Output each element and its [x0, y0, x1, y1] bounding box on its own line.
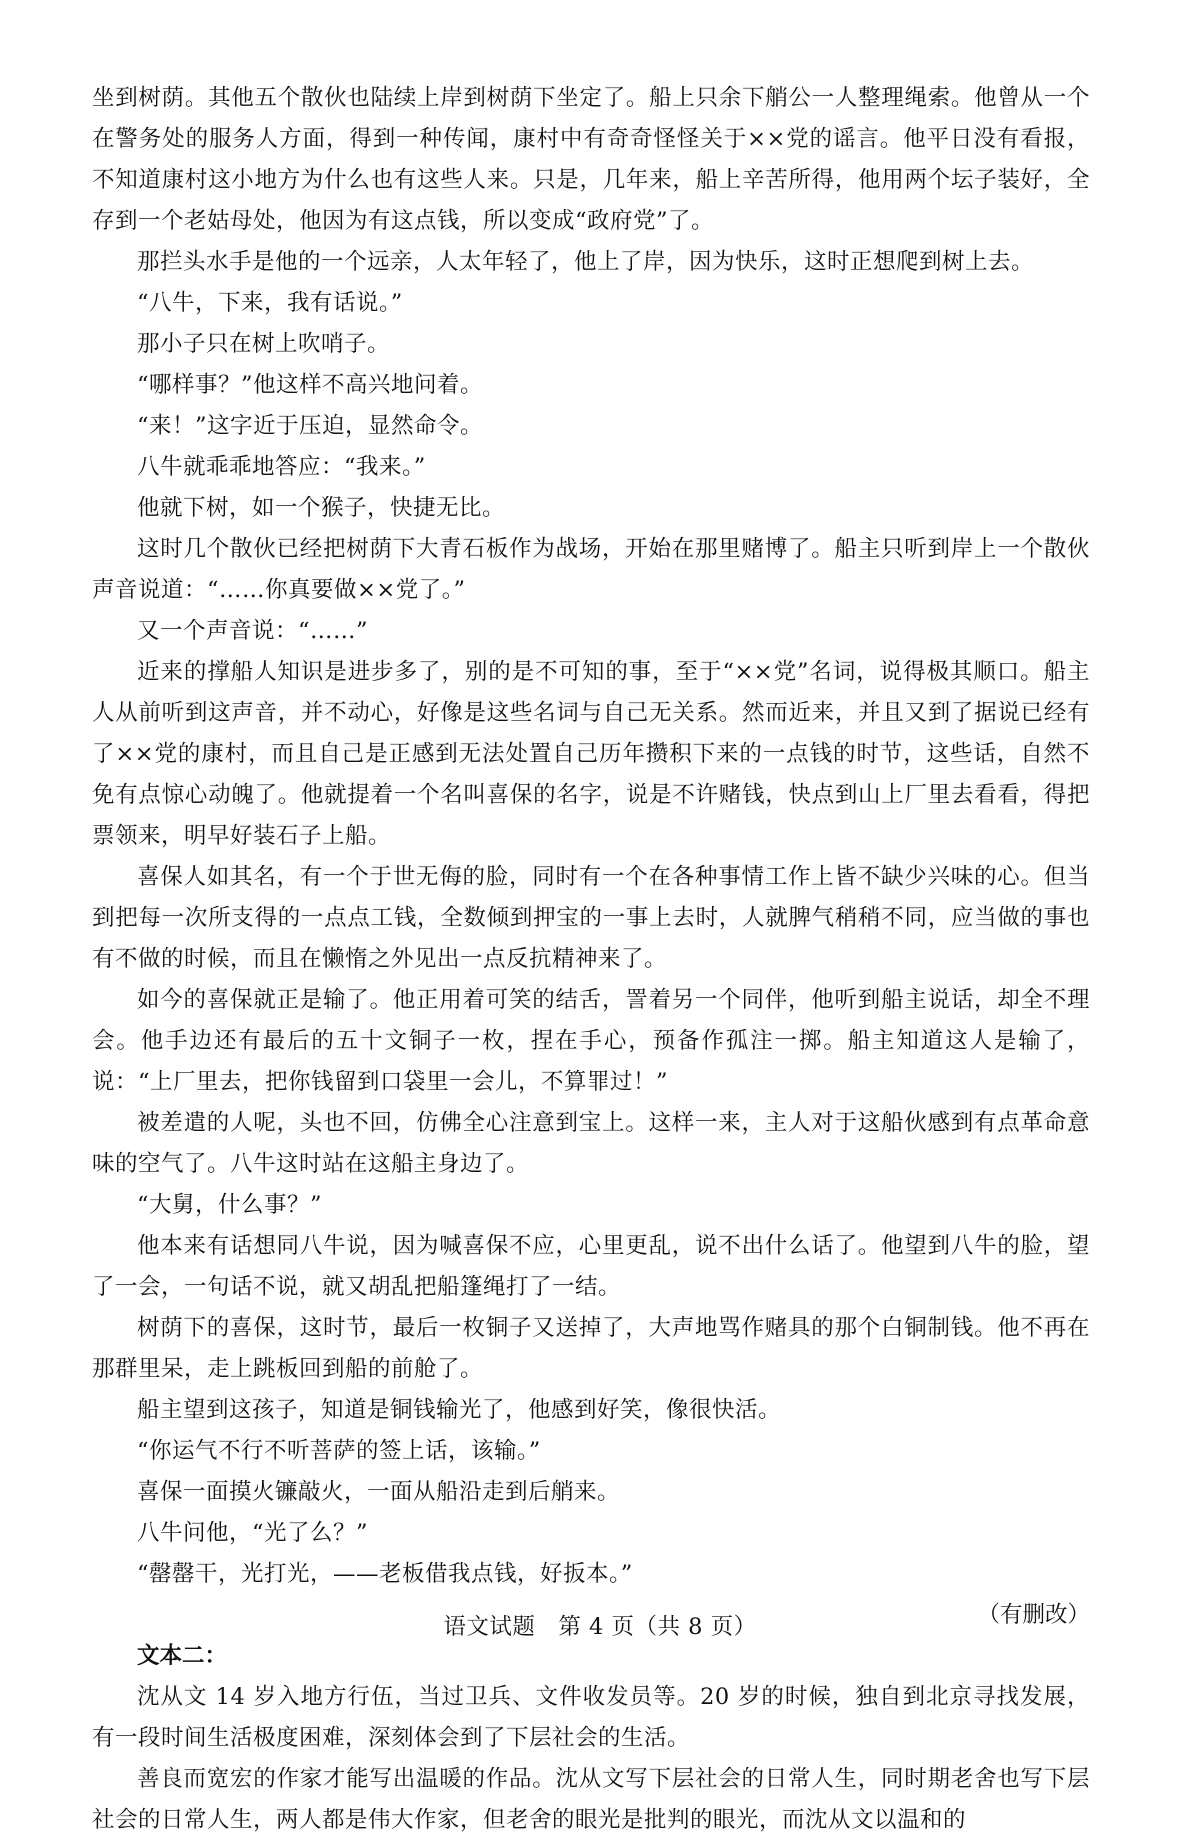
paragraph: “哪样事？”他这样不高兴地问着。: [137, 372, 484, 398]
paragraph: 坐到树荫。其他五个散伙也陆续上岸到树荫下坐定了。船上只余下艄公一人整理绳索。他曾从一个在警务处的服务人方面，得到一种传闻，康村中有奇奇怪怪关于××党的谣言。他平日没有看报，不知道康村这小地方为什么也有这些人来。只是，几年来，船上辛苦所得，他用两个坛子装好，全存到一个老姑母处，他因为有这点钱，所以变成“政府党”了。: [92, 85, 1090, 234]
paragraph: 沈从文 14 岁入地方行伍，当过卫兵、文件收发员等。20 岁的时候，独自到北京寻找发展，有一段时间生活极度困难，深刻体会到了下层社会的生活。: [92, 1684, 1090, 1751]
paragraph: 如今的喜保就正是输了。他正用着可笑的结舌，詈着另一个同伴，他听到船主说话，却全不理会。他手边还有最后的五十文铜子一枚，捏在手心，预备作孤注一掷。船主知道这人是输了，说：“上厂里去，把你钱留到口袋里一会儿，不算罪过！”: [92, 987, 1090, 1095]
paragraph: 善良而宽宏的作家才能写出温暖的作品。沈从文写下层社会的日常人生，同时期老舍也写下层社会的日常人生，两人都是伟大作家，但老舍的眼光是批判的眼光，而沈从文以温和的: [92, 1766, 1090, 1833]
paragraph: 那拦头水手是他的一个远亲，人太年轻了，他上了岸，因为快乐，这时正想爬到树上去。: [137, 249, 1035, 275]
paragraph: 近来的撑船人知识是进步多了，别的是不可知的事，至于“××党”名词，说得极其顺口。船主人从前听到这声音，并不动心，好像是这些名词与自己无关系。然而近来，并且又到了据说已经有了××党的康村，而且自己是正感到无法处置自己历年攒积下来的一点钱的时节，这些话，自然不免有点惊心动魄了。他就提着一个名叫喜保的名字，说是不许赌钱，快点到山上厂里去看看，得把票领来，明早好装石子上船。: [92, 659, 1090, 849]
paragraph: 八牛就乖乖地答应：“我来。”: [137, 454, 426, 480]
revision-note: （有删改）: [977, 1602, 1090, 1628]
paragraph: 这时几个散伙已经把树荫下大青石板作为战场，开始在那里赌博了。船主只听到岸上一个散伙声音说道：“……你真要做××党了。”: [92, 536, 1090, 603]
paragraph: “你运气不行不听菩萨的签上话，该输。”: [137, 1438, 541, 1464]
paragraph: 又一个声音说：“……”: [137, 618, 369, 644]
paragraph: “大舅，什么事？”: [137, 1192, 323, 1218]
paragraph: “罄罄干，光打光，——老板借我点钱，好扳本。”: [137, 1561, 633, 1587]
text-one-body: [92, 78, 1090, 1636]
paragraph: 他本来有话想同八牛说，因为喊喜保不应，心里更乱，说不出什么话了。他望到八牛的脸，望了一会，一句话不说，就又胡乱把船篷绳打了一结。: [92, 1233, 1090, 1300]
paragraph: 八牛问他，“光了么？”: [137, 1520, 369, 1546]
paragraph: 他就下树，如一个猴子，快捷无比。: [137, 495, 506, 521]
paragraph: 那小子只在树上吹哨子。: [137, 331, 391, 357]
paragraph: 船主望到这孩子，知道是铜钱输光了，他感到好笑，像很快活。: [137, 1397, 782, 1423]
section-heading: 文本二：: [137, 1643, 228, 1669]
text-two-body: [92, 1636, 1090, 1841]
paragraph: 喜保一面摸火镰敲火，一面从船沿走到后艄来。: [137, 1479, 621, 1505]
paragraph: 树荫下的喜保，这时节，最后一枚铜子又送掉了，大声地骂作赌具的那个白铜制钱。他不再在那群里呆，走上跳板回到船的前舱了。: [92, 1315, 1090, 1382]
paragraph: “来！”这字近于压迫，显然命令。: [137, 413, 484, 439]
paragraph: 被差遣的人呢，头也不回，仿佛全心注意到宝上。这样一来，主人对于这船伙感到有点革命意味的空气了。八牛这时站在这船主身边了。: [92, 1110, 1090, 1177]
paragraph: “八牛，下来，我有话说。”: [137, 290, 403, 316]
page-footer: 语文试题 第 4 页（共 8 页）: [443, 1614, 757, 1640]
paragraph: 喜保人如其名，有一个于世无侮的脸，同时有一个在各种事情工作上皆不缺少兴味的心。但当到把每一次所支得的一点点工钱，全数倾到押宝的一事上去时，人就脾气稍稍不同，应当做的事也有不做的时候，而且在懒惰之外见出一点反抗精神来了。: [92, 864, 1090, 972]
